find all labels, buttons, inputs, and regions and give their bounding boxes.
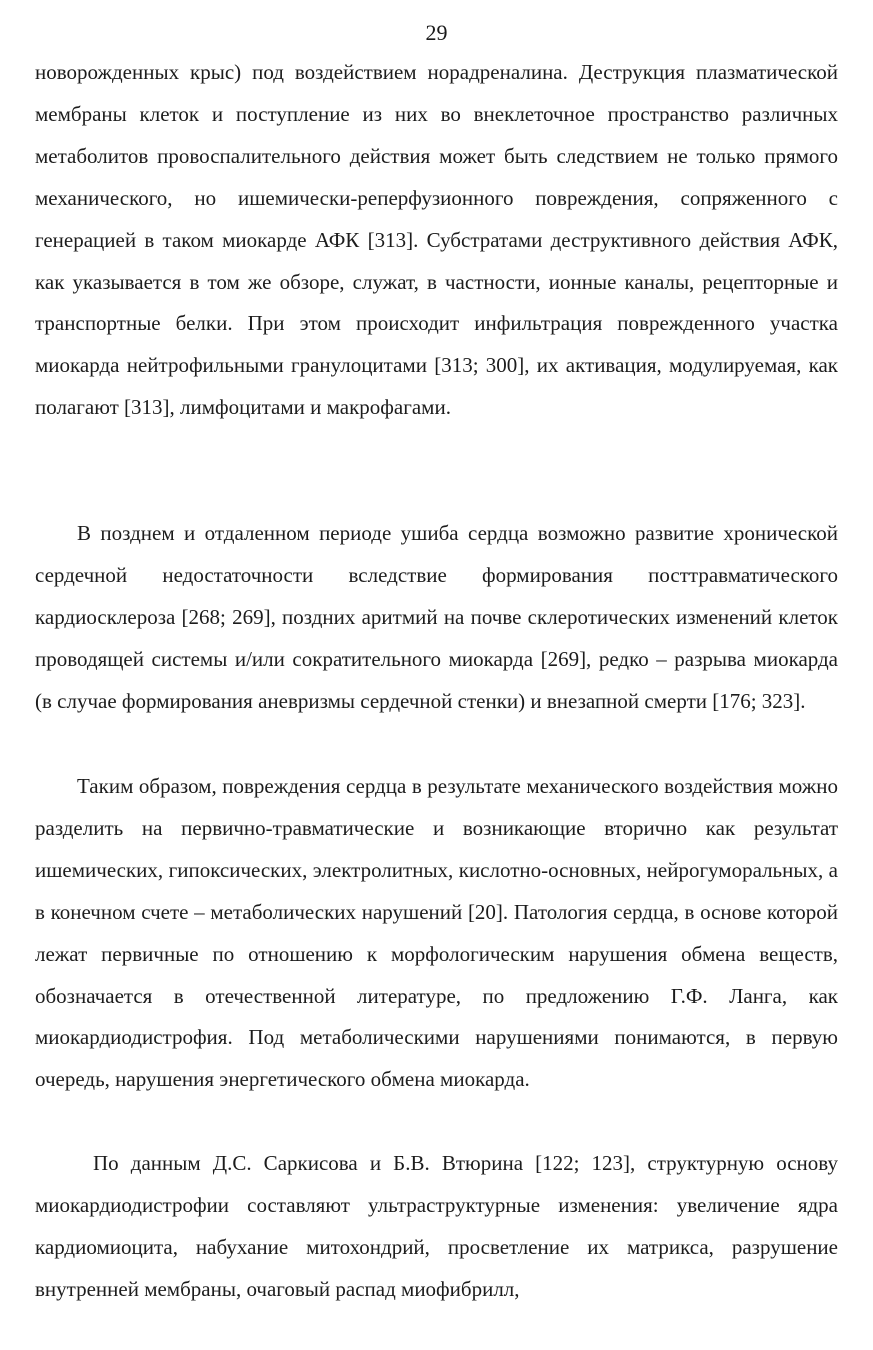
page-number: 29 bbox=[425, 20, 448, 45]
paragraph-text: В позднем и отдаленном периоде ушиба сердца возможно развитие хронической сердечной недостаточности вследствие формирования посттравматического кардиосклероза [268; 269], поздних аритмий на почве склеротических изменений клеток проводящей системы и/или сократительного миокарда [269], редко – разрыва миокарда (в случае формирования аневризмы сердечной стенки) и внезапной смерти [176; 323]. bbox=[35, 521, 838, 713]
paragraph-text: Таким образом, повреждения сердца в результате механического воздействия можно разделить на первично-травматические и возникающие вторично как результат ишемических, гипоксических, электролитных, кислотно-основных, нейрогуморальных, а в конечном счете – метаболических нарушений [20]. Патология сердца, в основе которой лежат первичные по отношению к морфологическим нарушения обмена веществ, обозначается в отечественной литературе, по предложению Г.Ф. Ланга, как миокардиодистрофия. Под метаболическими нарушениями понимаются, в первую очередь, нарушения энергетического обмена миокарда. bbox=[35, 774, 838, 1092]
paragraph-classification bbox=[35, 766, 838, 1101]
paragraph-ultrastructure bbox=[35, 1143, 838, 1311]
paragraph-text: новорожденных крыс) под воздействием норадреналина. Деструкция плазматической мембраны клеток и поступление из них во внеклеточное пространство различных метаболитов провоспалительного действия может быть следствием не только прямого механического, но ишемически-реперфузионного повреждения, сопряженного с генерацией в таком миокарде АФК [313]. Субстратами деструктивного действия АФК, как указывается в том же обзоре, служат, в частности, ионные каналы, рецепторные и транспортные белки. При этом происходит инфильтрация поврежденного участка миокарда нейтрофильными гранулоцитами [313; 300], их активация, модулируемая, как полагают [313], лимфоцитами и макрофагами. bbox=[35, 60, 838, 420]
paragraph-continued bbox=[35, 52, 838, 429]
paragraph-late-period bbox=[35, 513, 838, 723]
paragraph-text: По данным Д.С. Саркисова и Б.В. Втюрина [122; 123], структурную основу миокардиодистрофии составляют ультраструктурные изменения: увеличение ядра кардиомиоцита, набухание митохондрий, просветление их матрикса, разрушение внутренней мембраны, очаговый распад миофибрилл, bbox=[35, 1151, 838, 1301]
